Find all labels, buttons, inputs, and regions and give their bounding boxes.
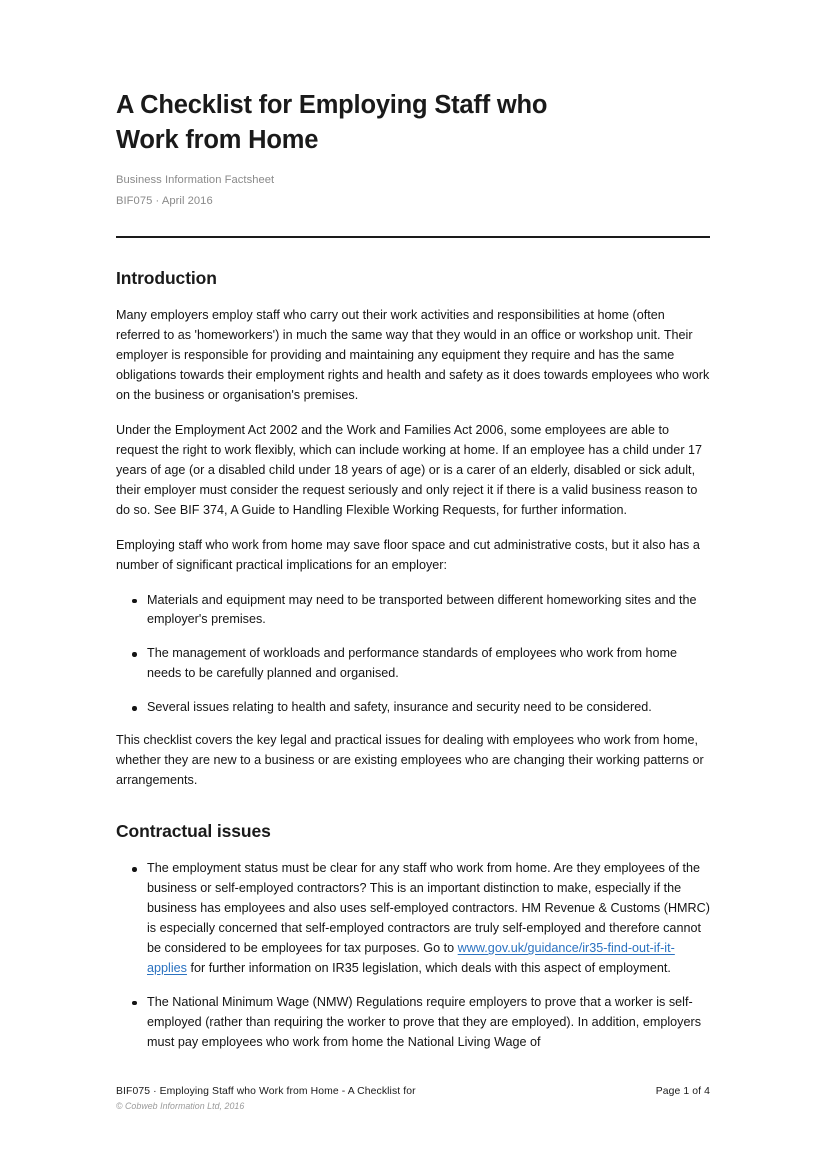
contractual-bullet-list	[116, 859, 710, 1053]
list-item	[116, 859, 710, 979]
bullet-text-after-link: for further information on IR35 legislation, which deals with this aspect of employment.	[186, 960, 671, 975]
document-subtitle: Business Information Factsheet	[116, 174, 275, 187]
footer-row	[116, 1086, 710, 1097]
intro-closing-paragraph: This checklist covers the key legal and practical issues for dealing with employees who work from home, whether they are new to a business or are existing employees who are changing their working patterns or arrangements.	[116, 733, 704, 788]
header-divider	[116, 236, 710, 238]
intro-paragraph-1: Many employers employ staff who carry out their work activities and responsibilities at home (often referred to as 'homeworkers') in much the same way that they would in an office or workshop unit. Their employer is responsible for providing and maintaining any equipment they require and has the same obligations towards their employment rights and health and safety as it does towards employees who work on the business or organisation's premises.	[116, 308, 710, 402]
document-body	[116, 268, 710, 1053]
list-item: The management of workloads and performance standards of employees who work from home needs to be carefully planned and organised.	[116, 644, 710, 684]
footer-document-ref: BIF075 · Employing Staff who Work from Home - A Checklist for	[116, 1086, 416, 1097]
intro-bullet-list	[116, 591, 710, 719]
ir35-guidance-link[interactable]: www.gov.uk/guidance/ir35-find-out-if-it-applies	[147, 940, 675, 975]
heading-introduction: Introduction	[116, 268, 217, 289]
footer-page-number: Page 1 of 4	[655, 1086, 710, 1097]
page-title: A Checklist for Employing Staff who Work from Home	[116, 91, 548, 154]
document-masthead	[116, 0, 710, 238]
list-item: Materials and equipment may need to be transported between different homeworking sites and the employer's premises.	[116, 591, 710, 631]
page-footer	[116, 1086, 710, 1111]
footer-copyright: © Cobweb Information Ltd, 2016	[116, 1101, 245, 1111]
intro-paragraph-3: Employing staff who work from home may save floor space and cut administrative costs, but it also has a number of significant practical implications for an employer:	[116, 537, 700, 572]
document-reference: BIF075 · April 2016	[116, 194, 213, 207]
document-page	[116, 0, 710, 1169]
section-introduction	[116, 268, 710, 791]
intro-paragraph-2: Under the Employment Act 2002 and the Work and Families Act 2006, some employees are able to request the right to work flexibly, which can include working at home. If an employee has a child under 17 years of age (or a disabled child under 18 years of age) or is a carer of an elderly, disabled or sick adult, their employer must consider the request seriously and only reject it if there is a valid business reason to do so. See BIF 374, A Guide to Handling Flexible Working Requests, for further information.	[116, 422, 703, 517]
bullet-text-before-link: The employment status must be clear for any staff who work from home. Are they employees of the business or self-employed contractors? This is an important distinction to make, especially if the business has employees and also uses self-employed contractors. HM Revenue & Customs (HMRC) is especially concerned that self-employed contractors are truly self-employed and therefore cannot be considered to be employees for tax purposes. Go to	[147, 861, 710, 955]
list-item: The National Minimum Wage (NMW) Regulations require employers to prove that a worker is self-employed (rather than requiring the worker to prove that they are employed). In addition, employers must pay employees who work from home the National Living Wage of	[116, 993, 710, 1053]
list-item: Several issues relating to health and safety, insurance and security need to be considered.	[116, 698, 710, 718]
heading-contractual-issues: Contractual issues	[116, 821, 271, 842]
section-contractual-issues	[116, 821, 710, 1053]
